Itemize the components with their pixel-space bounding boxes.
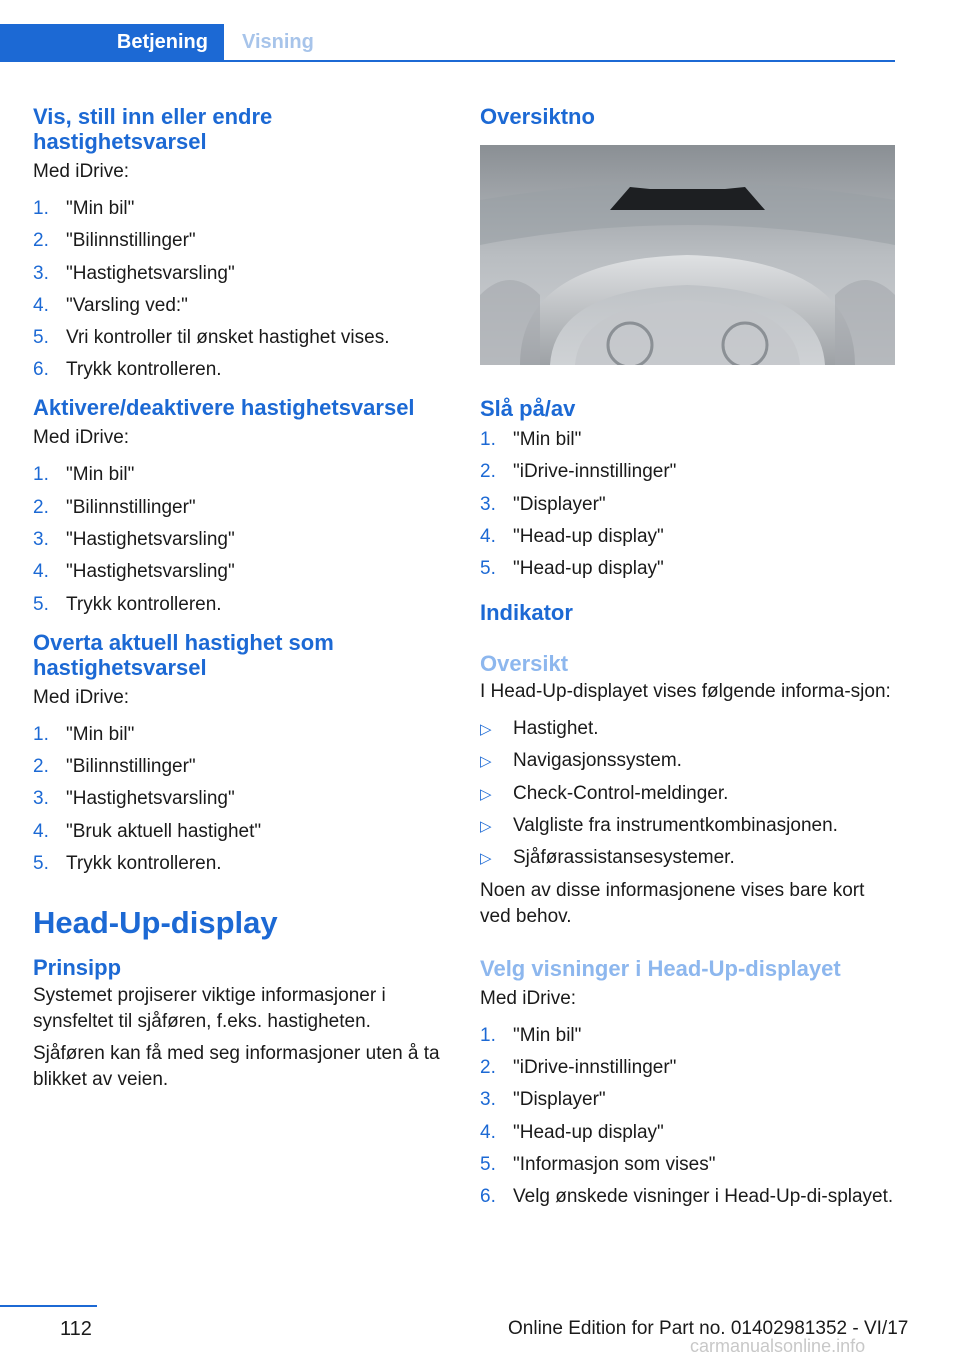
list-item: 3. "Hastighetsvarsling" [33,788,235,810]
section-title-indicator: Indikator [480,600,573,626]
list-item: 2. "Bilinnstillinger" [33,496,196,518]
list-item: 1. "Min bil" [33,723,135,745]
list-item: ▷ Check-Control-meldinger. [480,781,895,807]
list-item: 5. Trykk kontrolleren. [33,852,222,874]
page-number: 112 [60,1318,92,1340]
list-item: 2. "iDrive-innstillinger" [480,461,677,483]
section-intro: Med iDrive: [33,686,130,708]
list-item: 5. "Informasjon som vises" [480,1153,716,1175]
list-item: 6. Trykk kontrolleren. [33,359,222,381]
list-item: 1. "Min bil" [33,198,135,219]
list-item: ▷ Hastighet. [480,716,895,742]
steps-list-2 [33,462,445,617]
section-title-on-off: Slå på/av [480,396,576,421]
list-item: 2. "Bilinnstillinger" [33,755,196,777]
list-item: 4. "Head-up display" [480,525,664,547]
section-title-speed-warning-toggle: Aktivere/deaktivere hastighetsvarsel [33,395,415,421]
steps-list-5 [480,1023,895,1210]
list-item: 3. "Displayer" [480,493,606,515]
list-item: 2. "Bilinnstillinger" [33,230,196,252]
section-title-select-views: Velg visninger i Head-Up-displayet [480,955,841,981]
list-item: 1. "Min bil" [480,1024,582,1046]
triangle-bullet-icon: ▷ [480,753,492,771]
right-column [480,104,895,1216]
paragraph: Sjåføren kan få med seg informasjoner uten å ta blikket av veien. [33,1042,440,1090]
section-title-principle: Prinsipp [33,954,122,980]
list-item: 6. Velg ønskede visninger i Head-Up-di‐splayet. [480,1186,894,1208]
list-item: 5. Vri kontroller til ønsket hastighet vises. [33,327,390,349]
list-item: ▷ Sjåførassistansesystemer. [480,845,895,871]
list-item: 3. "Hastighetsvarsling" [33,529,235,551]
steps-list-4 [480,427,895,582]
section-title-current-speed: Overta aktuell hastighet som hastighetsvarsel [33,629,334,680]
section-title-overview-image: Oversiktno [480,104,595,129]
watermark: carmanualsonline.info [690,1336,866,1356]
list-item: 3. "Hastighetsvarsling" [33,262,235,284]
tab-visning[interactable]: Visning [242,31,314,53]
head-up-display-illustration [480,145,895,365]
edition-note: Online Edition for Part no. 01402981352 - VI/17 [508,1318,909,1339]
section-intro: Med iDrive: [33,427,130,449]
header-tabbar [0,24,895,62]
bullet-list [480,716,895,871]
chapter-title: Head-Up-display [33,904,278,940]
paragraph: Noen av disse informasjonene vises bare kort ved behov. [480,879,865,927]
list-item: ▷ Valgliste fra instrumentkombinasjonen. [480,813,895,839]
tab-betjening[interactable] [0,24,224,60]
list-item: 5. "Head-up display" [480,558,664,580]
list-item: 4. "Head-up display" [480,1121,664,1143]
paragraph: I Head-Up-displayet vises følgende informa‐sjon: [480,681,891,703]
section-intro: Med iDrive: [480,987,577,1009]
section-title-overview: Oversikt [480,651,569,677]
list-item: 3. "Displayer" [480,1089,606,1111]
section-title-speed-warning-set: Vis, still inn eller endre hastighetsvarsel [33,104,273,154]
steps-list-1 [33,196,445,383]
triangle-bullet-icon: ▷ [480,721,492,739]
triangle-bullet-icon: ▷ [480,818,492,836]
steps-list-3 [33,722,445,877]
list-item: 2. "iDrive-innstillinger" [480,1056,677,1078]
list-item: 4. "Varsling ved:" [33,294,188,316]
list-item: 5. Trykk kontrolleren. [33,593,222,615]
triangle-bullet-icon: ▷ [480,850,492,868]
list-item: ▷ Navigasjonssystem. [480,748,895,774]
tab-betjening-label: Betjening [116,31,208,53]
list-item: 1. "Min bil" [33,464,135,486]
list-item: 1. "Min bil" [480,429,582,450]
list-item: 4. "Bruk aktuell hastighet" [33,820,262,842]
footer-rule [0,1305,97,1307]
paragraph: Systemet projiserer viktige informasjoner i synsfeltet til sjåføren, f.eks. hastigheten. [33,984,386,1032]
left-column [33,104,445,1093]
list-item: 4. "Hastighetsvarsling" [33,561,235,583]
section-intro: Med iDrive: [33,161,130,182]
triangle-bullet-icon: ▷ [480,785,492,803]
